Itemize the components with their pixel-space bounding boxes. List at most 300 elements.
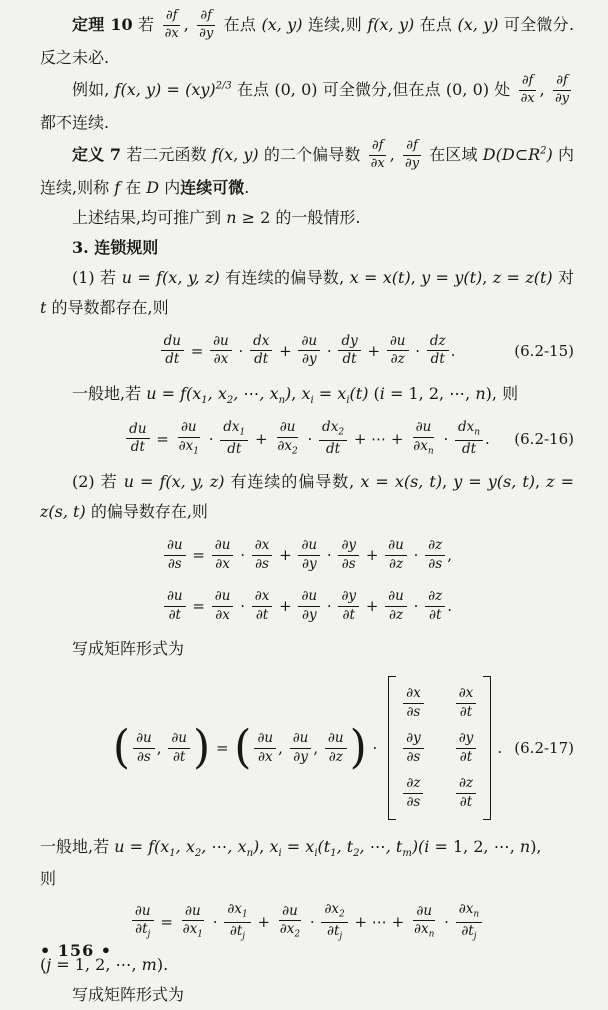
page-content (40, 8, 574, 1010)
bold-text-run: 连续可微 (180, 177, 245, 197)
text-run: . (244, 177, 250, 197)
math-run: D (146, 177, 160, 197)
numerator (456, 730, 477, 749)
denominator (457, 704, 475, 722)
text-run: · (233, 341, 249, 360)
denominator (411, 921, 437, 941)
numerator (252, 537, 273, 556)
text-run: 连续,则 (302, 14, 368, 34)
math-run: dt (326, 440, 341, 457)
text-run: , (442, 471, 454, 491)
math-run: ∂t (172, 748, 186, 765)
math-run: = x (313, 383, 347, 403)
math-run: ∂u (279, 419, 296, 436)
math-run: ∂u (416, 902, 433, 919)
math-run: ∂y (341, 536, 357, 553)
math-run: u = f(x, y, z) (123, 471, 225, 491)
numerator (164, 588, 186, 607)
math-run: f(x, y) (367, 14, 415, 34)
numerator (387, 333, 409, 352)
math-run: ∂z (428, 536, 443, 553)
math-run: ∂s (255, 555, 269, 572)
math-run: ∂u (257, 730, 274, 747)
math-run: ∂u (136, 730, 152, 747)
paragraph (40, 263, 574, 323)
text-run: 的二个偏导数 (258, 144, 366, 164)
math-run: f(x, y) (211, 144, 259, 164)
math-run: ∂u (301, 536, 318, 553)
numerator (182, 903, 204, 922)
math-run: ∂x (215, 606, 230, 623)
fraction (325, 730, 347, 766)
numerator (197, 8, 215, 26)
fraction (385, 537, 407, 573)
numerator (413, 903, 435, 922)
equation-number: (6.2-16) (514, 429, 574, 448)
numerator (403, 138, 421, 156)
text-run: , (259, 837, 270, 857)
math-run: ∂t (459, 793, 473, 810)
math-run: ∂t (255, 606, 269, 623)
subscript: 1 (197, 929, 204, 940)
math-run: ∂y (301, 606, 317, 623)
subscript: 1 (241, 909, 248, 920)
denominator (274, 438, 300, 458)
math-run: ∂z (458, 775, 474, 792)
math-run: du (129, 420, 147, 437)
math-run: i (424, 837, 430, 857)
text-run: , (278, 739, 288, 758)
math-run: ∂u (389, 332, 406, 349)
math-run: dt (342, 351, 357, 368)
fraction (402, 138, 422, 173)
fraction (456, 685, 477, 721)
denominator (212, 607, 233, 625)
numerator (126, 421, 149, 440)
fraction (385, 588, 407, 624)
fraction (164, 588, 186, 624)
numerator (220, 419, 248, 440)
numerator (178, 419, 200, 438)
text-run: ). (156, 955, 169, 975)
math-run: ∂s (406, 703, 421, 720)
math-run: ∂x (254, 536, 270, 553)
subscript: 1 (330, 848, 337, 860)
math-run: z = z(s, t) (40, 471, 575, 521)
denominator (251, 351, 271, 369)
fraction (274, 419, 300, 458)
denominator (403, 749, 423, 767)
math-run: x (301, 383, 311, 403)
text-run: , (447, 546, 453, 565)
fraction (403, 775, 424, 811)
math-run: ∂t (168, 606, 181, 623)
text-run: · (203, 429, 219, 448)
numerator (385, 537, 407, 556)
paragraph (40, 379, 574, 411)
fraction (321, 901, 347, 943)
numerator (403, 685, 424, 704)
math-run: ∂y (406, 730, 421, 747)
denominator (386, 556, 406, 574)
numerator (132, 903, 154, 922)
math-run: dt (165, 351, 180, 368)
math-run: ∂u (134, 902, 151, 919)
math-run: ∂t (429, 606, 442, 623)
text-run: . (485, 429, 490, 448)
paragraph (40, 832, 574, 894)
math-run: ∂u (180, 419, 197, 436)
math-run: ∂t (459, 703, 473, 720)
subscript: i (310, 395, 314, 407)
math-run: ∂u (185, 902, 201, 919)
text-run: , (291, 383, 302, 403)
math-run: ) (253, 837, 260, 857)
text-run: · (438, 429, 453, 448)
fraction (212, 537, 234, 573)
numerator (252, 588, 273, 607)
denominator (227, 923, 248, 943)
numerator (298, 537, 320, 556)
math-run: ∂x (370, 155, 385, 171)
fraction (212, 588, 234, 624)
text-run: · (302, 429, 318, 448)
text-run: (1) 若 (72, 267, 122, 287)
text-run: = 1, 2, ⋯, (429, 837, 520, 857)
text-run: · (208, 913, 223, 932)
denominator (165, 556, 185, 574)
denominator (428, 351, 448, 369)
numerator (456, 901, 482, 922)
subscript: 2 (292, 446, 298, 457)
math-run: ∂s (406, 748, 421, 765)
math-run: ∂s (428, 555, 443, 572)
math-run: ∂u (292, 730, 309, 747)
bold-text-run: 定义 7 (72, 144, 122, 164)
fraction (456, 901, 482, 943)
math-run: ∂x (413, 437, 428, 454)
denominator (326, 749, 346, 767)
denominator (299, 556, 320, 574)
text-run: · (322, 546, 337, 565)
text-run: 可全微分. 反之未必. (40, 14, 575, 67)
numerator (319, 419, 347, 440)
text-run: + (274, 341, 297, 360)
paragraph (40, 634, 574, 664)
numerator (224, 901, 250, 922)
fraction (456, 730, 477, 766)
denominator (518, 91, 538, 108)
denominator (458, 923, 479, 943)
math-run: ∂u (214, 587, 231, 604)
math-run: ∂z (388, 555, 404, 572)
math-run: ∂t (342, 606, 355, 623)
text-run: 都不连续. (40, 112, 110, 132)
text-run: ), 则 (485, 383, 519, 403)
math-run: , t (336, 837, 354, 857)
math-run: ∂x (277, 437, 292, 454)
fraction (290, 730, 312, 766)
subscript: 1 (193, 446, 199, 457)
math-run: x (269, 837, 279, 857)
math-run: ∂f (371, 137, 384, 153)
numerator (403, 730, 424, 749)
math-run: ∂u (282, 902, 298, 919)
text-run: + ⋯ + (349, 429, 409, 448)
fraction (338, 333, 360, 369)
denominator (403, 794, 423, 812)
fraction (180, 903, 206, 942)
math-run: n (519, 837, 531, 857)
denominator (134, 749, 154, 767)
denominator (170, 749, 188, 767)
denominator (339, 556, 359, 574)
equation (40, 532, 574, 578)
numerator (455, 419, 483, 440)
numerator (250, 333, 272, 352)
math-run: ∂f (165, 8, 178, 23)
math-run: ∂t (229, 922, 243, 939)
text-run: 的偏导数存在,则 (85, 501, 208, 521)
math-run: ∂x (257, 748, 273, 765)
math-run: m (141, 955, 157, 975)
text-run: · (408, 546, 424, 565)
text-run: 有连续的偏导数, (224, 471, 361, 491)
denominator (299, 351, 320, 369)
math-run: D(D⊂R (482, 144, 541, 164)
fraction (252, 537, 273, 573)
numerator (369, 138, 387, 156)
fraction (250, 333, 272, 369)
denominator (425, 556, 445, 574)
subscript: n (428, 929, 435, 940)
equation (40, 328, 574, 374)
text-run: · (439, 913, 454, 932)
math-run: x = x(s, t) (360, 471, 443, 491)
text-run: 则 (40, 869, 57, 889)
fraction (126, 421, 149, 457)
fraction (162, 8, 182, 43)
denominator (176, 438, 202, 458)
fraction (427, 333, 449, 369)
fraction (368, 138, 388, 173)
text-run: ( (40, 955, 47, 975)
fraction (133, 730, 155, 766)
fraction (387, 333, 409, 369)
fraction (252, 588, 273, 624)
text-run: 例如, (72, 79, 115, 99)
math-run: z = z(t) (492, 267, 553, 287)
subscript: j (473, 931, 477, 942)
text-run: ( (368, 383, 380, 403)
text-run: + (274, 546, 297, 565)
subscript: 2 (338, 428, 345, 439)
math-run: dx (322, 419, 339, 436)
math-run: (x, y) (261, 14, 303, 34)
subscript: 2 (226, 395, 234, 407)
denominator (388, 351, 408, 369)
math-run: ∂z (428, 587, 443, 604)
subscript: n (474, 428, 481, 439)
denominator (162, 351, 182, 369)
fraction (161, 333, 184, 369)
denominator (299, 607, 320, 625)
denominator (403, 704, 423, 722)
paragraph (40, 467, 574, 527)
subscript: 1 (239, 428, 246, 439)
numerator (254, 730, 276, 749)
denominator (410, 438, 436, 458)
text-run: . (497, 739, 503, 758)
math-run: ∂s (167, 555, 182, 572)
text-run: = 1, 2, ⋯, (51, 955, 142, 975)
denominator (255, 749, 276, 767)
fraction (224, 901, 250, 943)
text-run: = (155, 913, 178, 932)
paragraph (40, 8, 574, 73)
math-run: ∂x (164, 25, 179, 41)
numerator (338, 537, 359, 556)
text-run: + (250, 429, 273, 448)
paragraph (40, 980, 574, 1010)
math-run: dt (254, 351, 269, 368)
math-run: i (379, 383, 385, 403)
text-run: · (322, 597, 337, 616)
denominator (340, 351, 360, 369)
math-run: ∂t (135, 921, 148, 938)
fraction (298, 537, 320, 573)
math-run: f (114, 177, 121, 197)
text-run: 写成矩阵形式为 (72, 985, 185, 1005)
text-run: , (156, 739, 167, 758)
math-run: ∂x (279, 921, 295, 938)
subscript: j (147, 929, 151, 940)
equation-number: (6.2-15) (514, 341, 574, 360)
subscript: 2 (339, 909, 345, 920)
text-run: , (535, 471, 547, 491)
text-run: ≥ 2 的一般情形. (236, 207, 361, 227)
numerator (163, 8, 181, 26)
text-run: 在点 (218, 14, 262, 34)
math-run: ∂y (458, 730, 474, 747)
equation (40, 416, 574, 462)
text-run: 在点 (414, 14, 458, 34)
text-run: 内 (159, 177, 181, 197)
math-run: ∂t (459, 748, 473, 765)
math-run: ∂y (405, 155, 420, 171)
text-run: 若二元函数 (121, 144, 212, 164)
numerator (385, 588, 407, 607)
math-run: u = f(x (114, 837, 170, 857)
math-run: y = y(s, t) (453, 471, 536, 491)
fraction (338, 537, 359, 573)
math-run: dz (429, 332, 446, 349)
math-run: dx (253, 332, 270, 349)
math-run: ∂y (301, 555, 317, 572)
denominator (277, 921, 303, 941)
denominator (386, 607, 406, 625)
fraction (319, 419, 347, 458)
text-run: , (482, 267, 493, 287)
text-run: + (361, 597, 384, 616)
subscript: j (339, 931, 343, 942)
fraction (403, 730, 424, 766)
numerator (212, 588, 234, 607)
math-run: ∂u (213, 332, 229, 349)
math-run: t (40, 297, 47, 317)
text-run: + (252, 913, 275, 932)
math-run: u = f(x (146, 383, 202, 403)
bold-text-run: 3. 连锁规则 (72, 237, 159, 257)
math-run: ∂f (556, 72, 568, 88)
fraction (338, 588, 359, 624)
math-run: ∂u (415, 419, 432, 436)
text-run: = (151, 429, 174, 448)
math-run: (t (317, 837, 331, 857)
numerator (427, 333, 449, 352)
fraction (176, 419, 202, 458)
math-run: ∂u (388, 587, 404, 604)
math-run: ∂u (327, 730, 344, 747)
text-run: · (322, 341, 337, 360)
text-run: · (410, 341, 425, 360)
denominator (323, 441, 343, 459)
math-run: ∂y (301, 351, 317, 368)
text-run: + (361, 546, 384, 565)
equation (40, 583, 574, 629)
text-run: · (305, 913, 320, 932)
math-run: ∂u (166, 587, 183, 604)
math-run: ∂s (406, 793, 421, 810)
fraction (164, 537, 186, 573)
subscript: 1 (169, 848, 176, 860)
superscript: 2/3 (215, 80, 232, 92)
math-run: ∂z (328, 748, 343, 765)
math-run: ∂x (215, 555, 230, 572)
fraction (425, 588, 445, 624)
numerator (161, 333, 184, 352)
numerator (425, 588, 445, 607)
math-run: j (46, 955, 52, 975)
math-run: ∂y (199, 25, 214, 41)
math-run: ∂x (406, 684, 421, 701)
superscript: 2 (540, 145, 547, 157)
math-run: )( (411, 837, 425, 857)
text-run: 的导数都存在,则 (46, 297, 169, 317)
fraction (132, 903, 154, 942)
fraction (168, 730, 190, 766)
math-run: ∂y (341, 587, 357, 604)
numerator (321, 901, 347, 922)
math-run: (t) (349, 383, 369, 403)
math-run: ) (546, 144, 553, 164)
numerator (290, 730, 312, 749)
bold-text-run: 定理 10 (72, 14, 133, 34)
numerator (164, 537, 186, 556)
math-run: ∂x (227, 901, 242, 918)
text-run: · (367, 739, 383, 758)
subscript: n (473, 909, 480, 920)
fraction (403, 685, 424, 721)
denominator (368, 156, 388, 173)
math-run: ∂u (214, 536, 231, 553)
text-run: = (187, 597, 210, 616)
math-run: n (226, 207, 237, 227)
math-run: ∂f (200, 8, 212, 23)
math-run: ∂z (406, 775, 421, 792)
math-run: ∂u (388, 536, 404, 553)
text-run: · (235, 597, 250, 616)
